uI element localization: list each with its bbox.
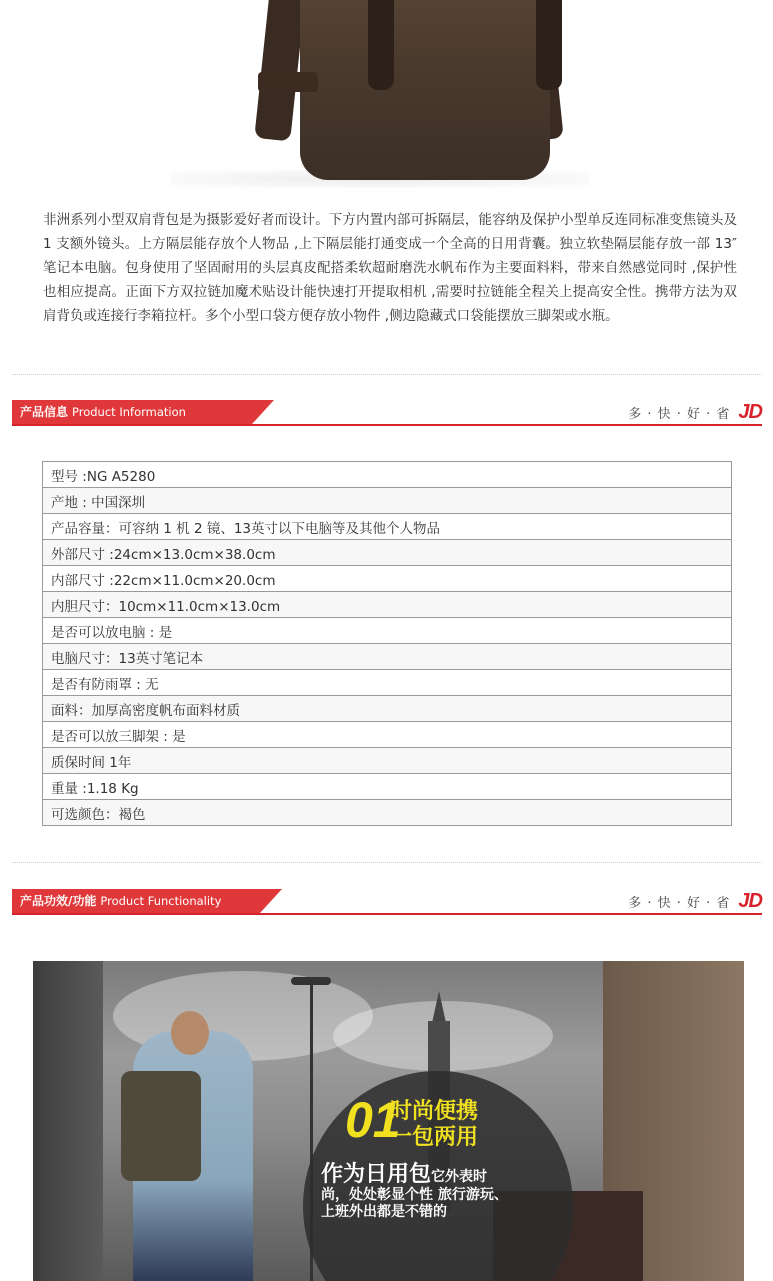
feature-body: 尚，处处彰显个性 旅行游玩、上班外出都是不错的 [321, 1187, 508, 1220]
spec-cell: 内部尺寸 :22cm×11.0cm×20.0cm [43, 566, 732, 592]
photographer-head [171, 1011, 209, 1055]
table-row [43, 514, 732, 540]
spec-cell: 是否有防雨罩 : 无 [43, 670, 732, 696]
photographer-backpack [121, 1071, 201, 1181]
section-title [20, 403, 186, 420]
jd-logo: JD [738, 400, 762, 423]
table-row [43, 644, 732, 670]
section-header-product-info [12, 400, 762, 426]
section-title-en: Product Information [72, 405, 186, 419]
feature-headline-2: 一包两用 [390, 1125, 479, 1150]
spec-cell: 电脑尺寸：13英寸笔记本 [43, 644, 732, 670]
backpack-body [300, 0, 550, 180]
spec-cell: 面料：加厚高密度帆布面料材质 [43, 696, 732, 722]
spec-cell: 产品容量：可容纳 1 机 2 镜、13英寸以下电脑等及其他个人物品 [43, 514, 732, 540]
spec-cell: 重量 :1.18 Kg [43, 774, 732, 800]
table-row [43, 670, 732, 696]
feature-headline-1: 时尚便携 [390, 1099, 479, 1124]
product-photo-top [0, 0, 773, 190]
spec-table [42, 461, 732, 826]
section-tag-tip [260, 889, 282, 913]
feature-headline [390, 1099, 478, 1151]
table-row [43, 462, 732, 488]
jd-badge [628, 889, 762, 913]
clock-tower-spire [432, 991, 446, 1023]
table-row [43, 722, 732, 748]
table-row [43, 800, 732, 826]
backpack-strap-left [254, 0, 305, 141]
leather-tab [368, 0, 394, 90]
spec-cell: 外部尺寸 :24cm×13.0cm×38.0cm [43, 540, 732, 566]
section-tag-tip [252, 400, 274, 424]
section-title [20, 892, 221, 909]
jd-slogan: 多 · 快 · 好 · 省 [628, 895, 731, 911]
leather-tab [536, 0, 562, 90]
spec-cell: 可选颜色：褐色 [43, 800, 732, 826]
section-header-functionality [12, 889, 762, 915]
spec-cell: 产地 : 中国深圳 [43, 488, 732, 514]
spec-cell: 是否可以放电脑 : 是 [43, 618, 732, 644]
side-buckle [258, 72, 318, 92]
feature-subheadline [321, 1157, 487, 1188]
building-left [33, 961, 103, 1281]
jd-slogan: 多 · 快 · 好 · 省 [628, 406, 731, 422]
product-description: 非洲系列小型双肩背包是为摄影爱好者而设计。下方内置内部可拆隔层，能容纳及保护小型单反连同标准变焦镜头及 1 支额外镜头。上方隔层能存放个人物品 ,上下隔层能打通变成一个全高的日用背囊。独立软垫隔层能存放一部 13″ 笔记本电脑。包身使用了坚固耐用的头层真皮配搭柔软超耐磨洗水帆布作为主要面料料，带来自然感觉同时 ,保护性也相应提高。正面下方双拉链加魔术贴设计能快速打开提取相机 ,需要时拉链能全程关上提高安全性。携带方法为双肩背负或连接行李箱拉杆。多个小型口袋方便存放小物件 ,侧边隐藏式口袋能摆放三脚架或水瓶。 [43, 212, 737, 324]
table-row [43, 748, 732, 774]
feature-sub-big: 作为日用包 [321, 1162, 432, 1187]
feature-sub-small: 它外表时 [431, 1169, 488, 1185]
divider [12, 374, 762, 375]
table-row [43, 566, 732, 592]
section-title-cn: 产品功效/功能 [20, 894, 97, 908]
section-title-en: Product Functionality [100, 894, 222, 908]
section-title-cn: 产品信息 [20, 405, 69, 419]
table-row [43, 488, 732, 514]
spec-cell: 是否可以放三脚架 : 是 [43, 722, 732, 748]
lifestyle-banner [33, 961, 744, 1281]
divider [12, 862, 762, 863]
table-row [43, 540, 732, 566]
table-row [43, 618, 732, 644]
table-row [43, 774, 732, 800]
feature-number: 01 [345, 1092, 401, 1148]
jd-logo: JD [738, 889, 762, 912]
table-row [43, 696, 732, 722]
spec-cell: 质保时间 1年 [43, 748, 732, 774]
section-underline [12, 913, 762, 915]
table-row [43, 592, 732, 618]
spec-cell: 内胆尺寸：10cm×11.0cm×13.0cm [43, 592, 732, 618]
jd-badge [628, 400, 762, 424]
spec-cell: 型号 :NG A5280 [43, 462, 732, 488]
section-underline [12, 424, 762, 426]
